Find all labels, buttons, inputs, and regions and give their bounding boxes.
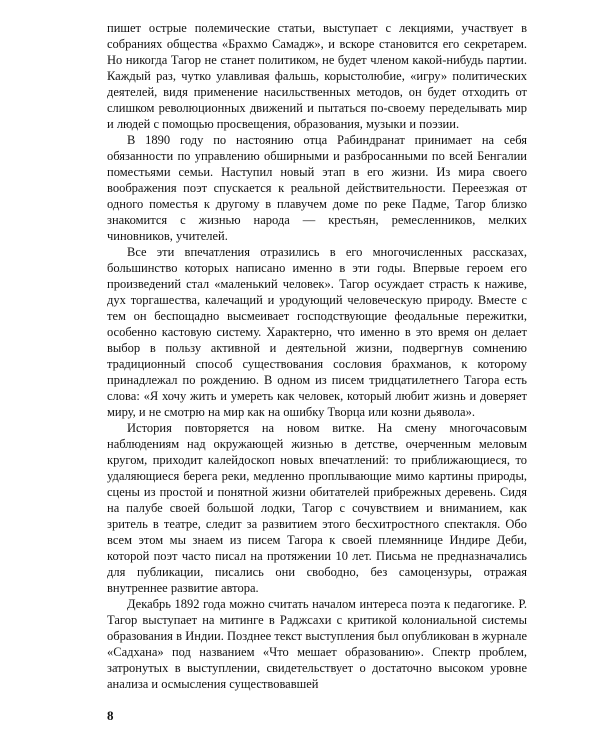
page-number: 8 [107,708,114,723]
paragraph-5: Декабрь 1892 года можно считать началом интереса поэта к педагогике. Р. Тагор выступает на митинге в Раджсахи с критикой колониальной системы образования в Индии. Позднее текст выступления был опубликован в журнале «Садхана» под названием «Что мешает образованию». Спектр проблем, затронутых в выступлении, свидетельствует о достаточно высоком уровне анализа и осмысления существовавшей [107,597,527,691]
paragraph-1: пишет острые полемические статьи, выступает с лекциями, участвует в собраниях общества «Брахмо Самадж», и вскоре становится его секретарем. Но никогда Тагор не станет политиком, не будет членом какой-нибудь партии. Каждый раз, чутко улавливая фальшь, корыстолюбие, «игру» политических деятелей, видя применение насильственных методов, он будет отходить от слишком революционных движений и пытаться по-своему переделывать мир и людей с помощью просвещения, образования, музыки и поэзии. [107,21,527,131]
paragraph-2: В 1890 году по настоянию отца Рабиндранат принимает на себя обязанности по управлению обширными и разбросанными по всей Бенгалии поместьями семьи. Наступил новый этап в его жизни. Из мира своего воображения поэт спускается к реальной действительности. Переезжая от одного поместья к другому в плавучем доме по реке Падме, Тагор близко знакомится с жизнью народа — крестьян, ремесленников, мелких чиновников, учителей. [107,133,527,243]
paragraph-3: Все эти впечатления отразились в его многочисленных рассказах, большинство которых написано именно в эти годы. Впервые героем его произведений стал «маленький человек». Тагор осуждает страсть к наживе, дух торгашества, калечащий и уродующий человеческую природу. Вместе с тем он беспощадно высмеивает господствующие феодальные пережитки, особенно кастовую систему. Характерно, что именно в это время он делает выбор в пользу активной и деятельной жизни, подвергнув сомнению традиционный способ существования сословия брахманов, к которому принадлежал по рождению. В одном из писем тридцатилетнего Тагора есть слова: «Я хочу жить и умереть как человек, который любит жизнь и доверяет миру, и не смотрю на мир как на ошибку Творца или козни дьявола». [107,245,527,419]
paragraph-4: История повторяется на новом витке. На смену многочасовым наблюдениям над окружающей жизнью в детстве, очерченным меловым кругом, приходит калейдоскоп новых впечатлений: то приближающиеся, то удаляющиеся берега реки, медленно проплывающие мимо картины природы, сцены из простой и понятной жизни обитателей прибрежных деревень. Сидя на палубе своей большой лодки, Тагор с сочувствием и вниманием, как зритель в театре, следит за развитием этого бесхитростного спектакля. Обо всем этом мы знаем из писем Тагора к своей племяннице Индире Деби, которой поэт часто писал на протяжении 10 лет. Письма не предназначались для публикации, писались они свободно, без самоцензуры, отражая внутреннее развитие автора. [107,421,527,595]
body-text [107,20,527,692]
